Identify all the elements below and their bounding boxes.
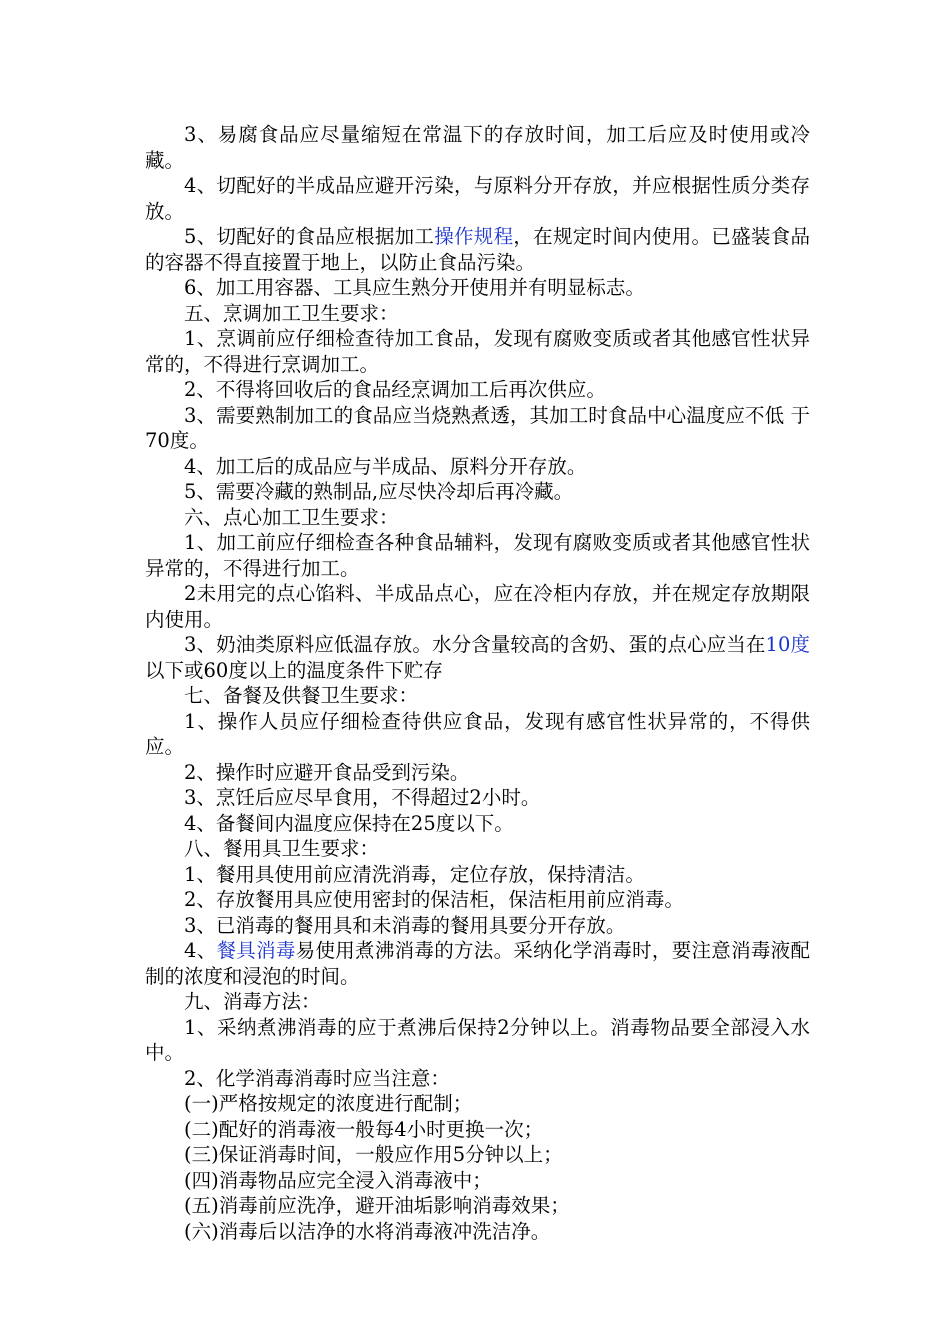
paragraph-text: 3、奶油类原料应低温存放。水分含量较高的含奶、蛋的点心应当在: [184, 633, 766, 656]
paragraph-container-separation: 6、加工用容器、工具应生熟分开使用并有明显标志。: [184, 276, 645, 299]
link-tableware-disinfection[interactable]: 餐具消毒: [216, 939, 296, 962]
paragraph-storage-perishable: 3、易腐食品应尽量缩短在常温下的存放时间，加工后应及时使用或冷藏。: [145, 123, 810, 172]
document-body: [145, 122, 810, 1244]
paragraph-boiling-duration: 1、采纳煮沸消毒的应于煮沸后保持2分钟以上。消毒物品要全部浸入水中。: [145, 1015, 810, 1064]
paragraph-avoid-contamination: 2、操作时应避开食品受到污染。: [184, 760, 470, 784]
paragraph-boiling-method: [145, 938, 810, 989]
link-operation-procedure[interactable]: 操作规程: [434, 225, 514, 248]
paragraph-core-temperature: 3、需要熟制加工的食品应当烧熟煮透，其加工时食品中心温度应不低 于70度。: [145, 403, 810, 452]
list-item-concentration: (一)严格按规定的浓度进行配制；: [184, 1092, 473, 1115]
link-10-degrees[interactable]: 10度: [765, 633, 810, 656]
paragraph-semi-finished-storage: 4、切配好的半成品应避开污染，与原料分开存放，并应根据性质分类存放。: [145, 174, 810, 223]
paragraph-cooling: 5、需要冷藏的熟制品,应尽快冷却后再冷藏。: [184, 480, 574, 503]
list-item-wash-first: (五)消毒前应洗净，避开油垢影响消毒效果；: [184, 1194, 570, 1217]
paragraph-text: 5、切配好的食品应根据加工: [184, 225, 435, 248]
paragraph-text: 易使用煮沸消毒的方法。采纳化学消毒时，要注意消毒液配制的浓度和浸泡的时间。: [145, 939, 810, 988]
section-heading-pastry: 六、点心加工卫生要求：: [184, 505, 399, 529]
section-heading-tableware: 八、餐用具卫生要求：: [184, 837, 380, 860]
paragraph-cut-food-usage: [145, 224, 810, 275]
paragraph-no-recycled-food: 2、不得将回收后的食品经烹调加工后再次供应。: [184, 378, 606, 401]
paragraph-cream-storage: [145, 632, 810, 683]
paragraph-pastry-inspection: 1、加工前应仔细检查各种食品辅料，发现有腐败变质或者其他感官性状异常的，不得进行加工。: [145, 531, 810, 580]
paragraph-eat-within-2h: 3、烹饪后应尽早食用，不得超过2小时。: [184, 786, 541, 809]
section-heading-cooking: 五、烹调加工卫生要求：: [184, 301, 399, 325]
paragraph-room-temperature: 4、备餐间内温度应保持在25度以下。: [184, 811, 514, 835]
paragraph-sealed-cabinet: 2、存放餐用具应使用密封的保洁柜，保洁柜用前应消毒。: [184, 888, 684, 911]
paragraph-cooking-inspection: 1、烹调前应仔细检查待加工食品，发现有腐败变质或者其他感官性状异常的，不得进行烹调加工。: [145, 327, 810, 376]
paragraph-chemical-notes: 2、化学消毒消毒时应当注意：: [184, 1066, 450, 1090]
list-item-rinse-after: (六)消毒后以洁净的水将消毒液冲洗洁净。: [184, 1219, 551, 1243]
paragraph-serving-inspection: 1、操作人员应仔细检查待供应食品，发现有感官性状异常的，不得供应。: [145, 709, 810, 758]
paragraph-tableware-cleaning: 1、餐用具使用前应清洗消毒，定位存放，保持清洁。: [184, 862, 645, 886]
paragraph-pastry-filling-storage: 2未用完的点心馅料、半成品点心，应在冷柜内存放，并在规定存放期限内使用。: [145, 582, 810, 631]
paragraph-finished-separate: 4、加工后的成品应与半成品、原料分开存放。: [184, 454, 587, 478]
section-heading-serving: 七、备餐及供餐卫生要求：: [184, 684, 419, 707]
paragraph-separate-disinfected: 3、已消毒的餐用具和未消毒的餐用具要分开存放。: [184, 913, 626, 937]
paragraph-text: 4、: [184, 939, 217, 962]
list-item-duration-5min: (三)保证消毒时间，一般应作用5分钟以上；: [184, 1143, 563, 1166]
paragraph-text: ，在规定时间内使用。已盛装食品的容器不得直接置于地上，以防止食品污染。: [145, 225, 810, 274]
list-item-full-immersion: (四)消毒物品应完全浸入消毒液中；: [184, 1168, 492, 1192]
list-item-replace-4h: (二)配好的消毒液一般每4小时更换一次；: [184, 1117, 544, 1141]
section-heading-disinfection: 九、消毒方法：: [184, 990, 321, 1013]
paragraph-text: 以下或60度以上的温度条件下贮存: [145, 658, 443, 682]
